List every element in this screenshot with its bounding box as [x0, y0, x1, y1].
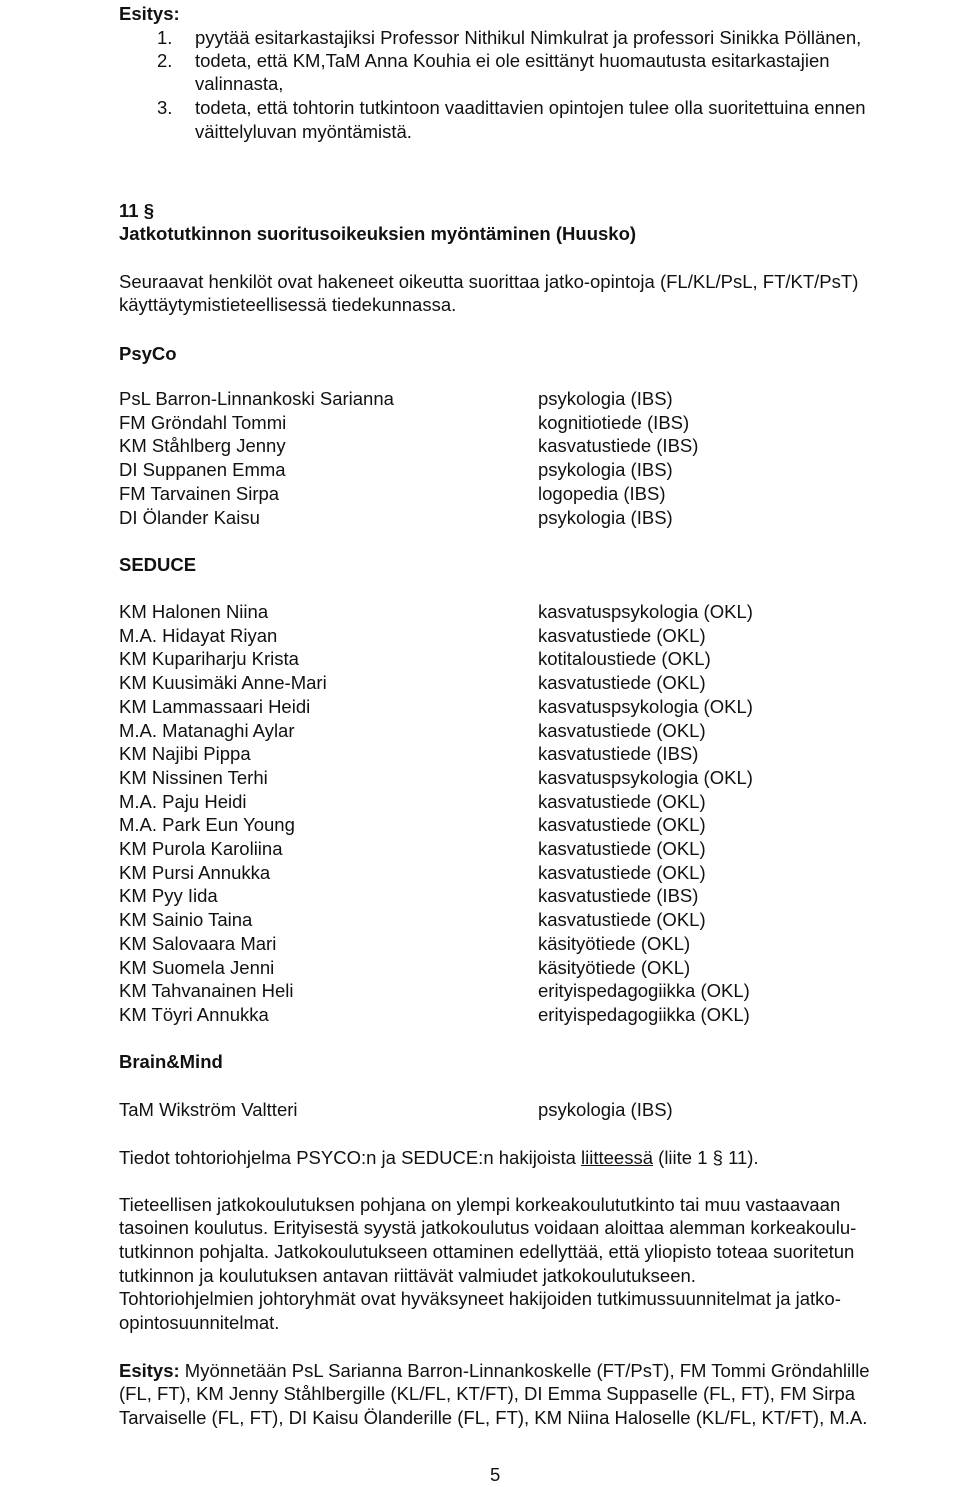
applicant-row: [119, 458, 939, 482]
applicant-field: erityispedagogiikka (OKL): [538, 1003, 750, 1025]
item-text: todeta, että KM,TaM Anna Kouhia ei ole esittänyt huomautusta esitarkastajien: [195, 50, 830, 71]
applicant-row: [119, 387, 939, 411]
applicant-field: kasvatustiede (OKL): [538, 861, 706, 883]
applicant-field: kasvatustiede (OKL): [538, 790, 706, 812]
section-number: 11 §: [119, 200, 154, 221]
applicant-name: PsL Barron-Linnankoski Sarianna: [119, 388, 394, 409]
applicant-name: M.A. Paju Heidi: [119, 790, 247, 812]
applicant-name: M.A. Hidayat Riyan: [119, 624, 278, 646]
applicant-name: M.A. Park Eun Young: [119, 814, 295, 836]
paragraph-line-6: opintosuunnitelmat.: [119, 1312, 280, 1333]
applicant-field: käsityötiede (OKL): [538, 956, 691, 978]
applicant-name: KM Pursi Annukka: [119, 861, 271, 883]
applicant-row: [119, 411, 939, 435]
applicant-row: [119, 695, 939, 719]
info-text-before: Tiedot tohtoriohjelma PSYCO:n ja SEDUCE:n hakijoista: [119, 1147, 582, 1168]
applicant-field: kasvatustiede (IBS): [538, 435, 699, 457]
applicant-name: KM Lammassaari Heidi: [119, 695, 311, 717]
applicant-field: kasvatuspsykologia (OKL): [538, 695, 753, 717]
esitys-bottom-line-2: (FL, FT), KM Jenny Ståhlbergille (KL/FL, KT/FT), DI Emma Suppaselle (FL, FT), FM Sirpa: [119, 1383, 856, 1404]
group-heading-psyco: PsyCo: [119, 343, 177, 364]
applicant-name: FM Gröndahl Tommi: [119, 411, 287, 433]
applicant-name: KM Kuusimäki Anne-Mari: [119, 672, 327, 694]
applicant-name: KM Nissinen Terhi: [119, 766, 268, 788]
info-line: [119, 1146, 759, 1170]
esitys-item-2-cont: valinnasta,: [195, 73, 284, 94]
applicant-row: [119, 671, 939, 695]
applicant-name: TaM Wikström Valtteri: [119, 1099, 298, 1120]
info-text-after: (liite 1 § 11).: [653, 1147, 759, 1168]
applicant-field: kasvatustiede (OKL): [538, 672, 706, 694]
esitys-label: Esitys:: [119, 3, 180, 24]
item-text: pyytää esitarkastajiksi Professor Nithikul Nimkulrat ja professori Sinikka Pöllänen,: [195, 27, 862, 48]
applicant-row: [119, 884, 939, 908]
applicant-name: KM Najibi Pippa: [119, 743, 251, 765]
applicant-name: KM Pyy Iida: [119, 885, 218, 907]
applicant-name: KM Purola Karoliina: [119, 838, 283, 859]
item-number: 3.: [157, 97, 173, 118]
applicant-field: kasvatustiede (IBS): [538, 885, 699, 907]
esitys-item-3: [157, 96, 866, 120]
applicant-row: [119, 790, 939, 814]
applicant-row: [119, 1003, 939, 1027]
applicant-row: [119, 861, 939, 885]
applicant-field: kasvatustiede (IBS): [538, 743, 699, 765]
applicant-row: [119, 1098, 939, 1122]
esitys-item-2: [157, 49, 830, 73]
group-heading-seduce: SEDUCE: [119, 554, 197, 575]
applicant-row: [119, 908, 939, 932]
applicant-name: KM Sainio Taina: [119, 909, 253, 931]
applicant-field: käsityötiede (OKL): [538, 932, 691, 954]
applicant-field: kasvatustiede (OKL): [538, 838, 706, 859]
applicant-name: FM Tarvainen Sirpa: [119, 482, 280, 504]
applicant-field: psykologia (IBS): [538, 388, 673, 409]
applicant-row: [119, 742, 939, 766]
applicant-row: [119, 956, 939, 980]
item-text: todeta, että tohtorin tutkintoon vaadittavien opintojen tulee olla suoritettuina ennen: [195, 97, 866, 118]
applicant-name: M.A. Matanaghi Aylar: [119, 719, 295, 741]
applicant-field: psykologia (IBS): [538, 506, 673, 528]
applicant-field: kasvatustiede (OKL): [538, 624, 706, 646]
applicant-name: DI Suppanen Emma: [119, 459, 286, 481]
esitys-bottom-line-1: [119, 1359, 870, 1383]
applicant-row: [119, 600, 939, 624]
item-number: 2.: [157, 50, 173, 71]
applicant-row: [119, 813, 939, 837]
paragraph-line-3: tutkinnon pohjalta. Jatkokoulutukseen ottaminen edellyttää, että yliopisto toteaa suoritetun: [119, 1241, 855, 1262]
applicant-field: kasvatustiede (OKL): [538, 814, 706, 836]
group-heading-brain-mind: Brain&Mind: [119, 1051, 223, 1072]
page-number: 5: [490, 1464, 501, 1485]
esitys-bottom-label: Esitys:: [119, 1360, 180, 1381]
esitys-bottom-line-3: Tarvaiselle (FL, FT), DI Kaisu Ölanderille (FL, FT), KM Niina Haloselle (KL/FL, KT/FT), M.A.: [119, 1407, 868, 1428]
applicant-row: [119, 506, 939, 530]
paragraph-line-1: Tieteellisen jatkokoulutuksen pohjana on ylempi korkeakoulututkinto tai muu vastaavaan: [119, 1194, 841, 1215]
applicant-field: kasvatustiede (OKL): [538, 719, 706, 741]
applicant-name: KM Ståhlberg Jenny: [119, 435, 286, 457]
intro-line-2: käyttäytymistieteellisessä tiedekunnassa.: [119, 294, 457, 315]
esitys-item-3-cont: väittelyluvan myöntämistä.: [195, 121, 412, 142]
paragraph-line-4: tutkinnon ja koulutuksen antavan riittävät valmiudet jatkokoulutukseen.: [119, 1265, 696, 1286]
applicant-field: kognitiotiede (IBS): [538, 411, 690, 433]
section-title: Jatkotutkinnon suoritusoikeuksien myöntäminen (Huusko): [119, 223, 637, 244]
applicant-row: [119, 647, 939, 671]
esitys-item-1: [157, 26, 861, 50]
applicant-row: [119, 624, 939, 648]
applicant-row: [119, 837, 939, 861]
item-number: 1.: [157, 27, 173, 48]
applicant-name: KM Halonen Niina: [119, 601, 269, 622]
applicant-field: kasvatuspsykologia (OKL): [538, 601, 753, 622]
applicant-row: [119, 766, 939, 790]
applicant-field: psykologia (IBS): [538, 459, 673, 481]
esitys-bottom-text: Myönnetään PsL Sarianna Barron-Linnankoskelle (FT/PsT), FM Tommi Gröndahlille: [179, 1360, 870, 1381]
applicant-field: kasvatuspsykologia (OKL): [538, 766, 753, 788]
applicant-row: [119, 979, 939, 1003]
applicant-name: KM Tahvanainen Heli: [119, 980, 294, 1002]
paragraph-line-2: tasoinen koulutus. Erityisestä syystä jatkokoulutus voidaan aloittaa alemman korkeakoulu-: [119, 1217, 857, 1238]
applicant-name: KM Töyri Annukka: [119, 1003, 269, 1025]
applicant-row: [119, 932, 939, 956]
applicant-name: DI Ölander Kaisu: [119, 506, 260, 528]
applicant-field: logopedia (IBS): [538, 482, 666, 504]
paragraph-line-5: Tohtoriohjelmien johtoryhmät ovat hyväksyneet hakijoiden tutkimussuunnitelmat ja jatko-: [119, 1288, 841, 1309]
applicant-field: psykologia (IBS): [538, 1099, 673, 1120]
applicant-row: [119, 719, 939, 743]
applicant-row: [119, 482, 939, 506]
applicant-name: KM Salovaara Mari: [119, 932, 277, 954]
applicant-row: [119, 434, 939, 458]
attachment-link[interactable]: liitteessä: [581, 1147, 654, 1168]
applicant-name: KM Suomela Jenni: [119, 956, 275, 978]
intro-line-1: Seuraavat henkilöt ovat hakeneet oikeutta suorittaa jatko-opintoja (FL/KL/PsL, FT/KT/PsT): [119, 271, 859, 292]
applicant-field: erityispedagogiikka (OKL): [538, 980, 750, 1002]
applicant-name: KM Kupariharju Krista: [119, 648, 299, 670]
applicant-field: kasvatustiede (OKL): [538, 909, 706, 931]
applicant-field: kotitaloustiede (OKL): [538, 648, 711, 670]
